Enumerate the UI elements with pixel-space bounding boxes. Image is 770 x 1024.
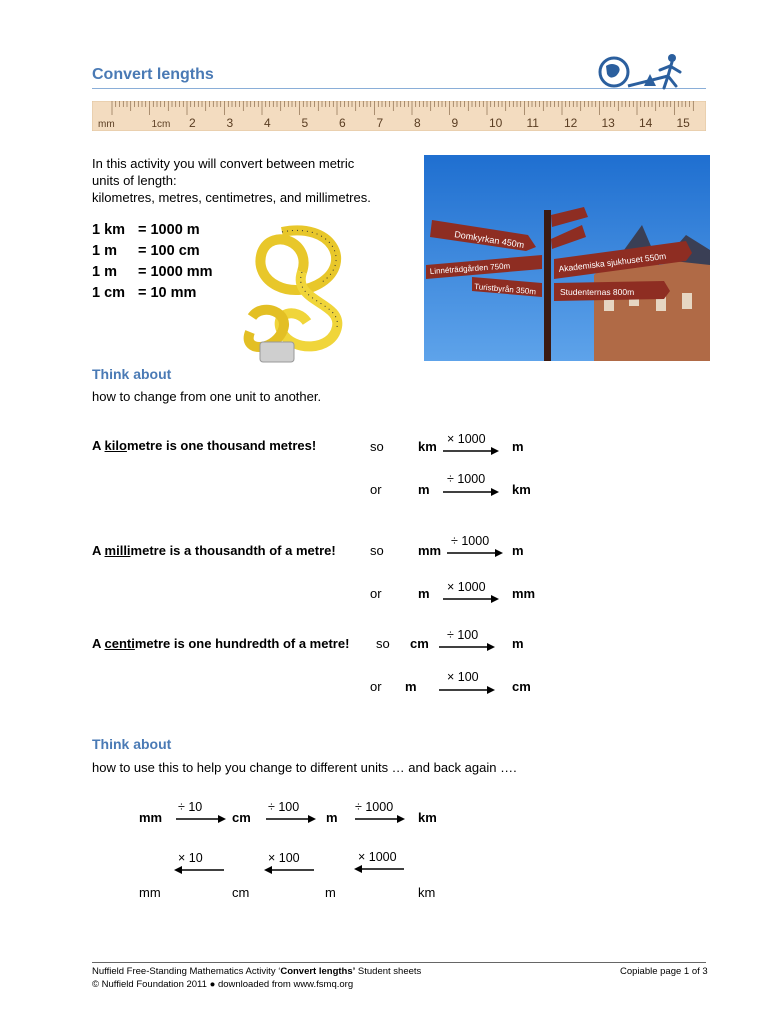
nuffield-logo-icon [598,52,690,92]
signpost-photo [424,155,710,361]
fact-row: 1 cm = 10 mm [92,285,197,301]
left-arrow-icon [354,864,404,874]
chain-back-op: × 1000 [358,850,397,864]
to-unit: cm [512,679,531,694]
ruler-label: 5 [301,116,309,130]
chain-unit-mm: mm [139,810,163,825]
conj-or: or [370,482,382,497]
svg-text:Studenternas 800m: Studenternas 800m [560,287,635,297]
chain-back-op: × 10 [178,851,203,865]
kilometre-statement: A kilometre is one thousand metres! [92,438,317,453]
from-unit: cm [410,636,429,651]
from-unit: m [418,482,430,497]
unit-facts [92,220,213,304]
to-unit: mm [512,586,536,601]
chain-forward-op: ÷ 100 [268,800,300,814]
right-arrow-icon [447,548,503,558]
svg-text:Linnéträdgården 750m: Linnéträdgården 750m [429,261,511,276]
ruler-label: 10 [489,116,503,130]
chain-unit-mm: mm [139,885,161,900]
to-unit: km [512,482,531,497]
tape-measure-image [222,222,362,368]
operation-label: × 1000 [447,580,486,594]
ruler-label: 12 [564,116,578,130]
right-arrow-icon [439,685,495,695]
think-about-text: how to change from one unit to another. [92,389,322,404]
intro-line: units of length: [92,173,177,188]
operation-label: × 100 [447,670,479,684]
from-unit: m [418,586,430,601]
sign [554,281,670,301]
ruler-label: 3 [226,116,234,130]
operation-label: ÷ 1000 [447,472,486,486]
right-arrow-icon [443,487,499,497]
page-title: Convert lengths [92,66,214,83]
chain-forward-op: ÷ 1000 [355,800,394,814]
chain-unit-m: m [326,810,338,825]
think-about-text: how to use this to help you change to different units … and back again …. [92,760,517,775]
left-arrow-icon [264,865,314,875]
right-arrow-icon [439,642,495,652]
right-arrow-icon [176,814,226,824]
chain-unit-cm: cm [232,885,250,900]
operation-label: × 1000 [447,432,486,446]
operation-label: ÷ 100 [447,628,479,642]
chain-unit-m: m [325,885,336,900]
conj-so: so [370,439,384,454]
ruler-image [92,101,706,131]
intro-line: In this activity you will convert between metric [92,156,355,171]
right-arrow-icon [443,594,499,604]
conj-or: or [370,586,382,601]
intro-text [92,155,422,206]
ruler-label: 4 [264,116,271,130]
to-unit: m [512,439,524,454]
right-arrow-icon [266,814,316,824]
fact-row: 1 km = 1000 m [92,222,200,238]
chain-back-op: × 100 [268,851,300,865]
ruler-label: 1cm [151,119,171,130]
ruler-label: 2 [189,116,196,130]
ruler-label: 9 [451,116,459,130]
ruler-label: mm [98,119,115,130]
ruler-label: 7 [376,116,384,130]
left-arrow-icon [174,865,224,875]
ruler-label: 14 [639,116,653,130]
svg-text:Akademiska sjukhuset 550m: Akademiska sjukhuset 550m [558,250,667,274]
ruler-label: 11 [526,116,539,130]
think-about-heading: Think about [92,736,172,752]
from-unit: km [418,439,437,454]
right-arrow-icon [355,814,405,824]
to-unit: m [512,543,524,558]
conj-so: so [370,543,384,558]
footer-rule [92,962,706,963]
svg-text:Domkyrkan 450m: Domkyrkan 450m [453,229,525,251]
centimetre-statement: A centimetre is one hundredth of a metre! [92,636,350,651]
ruler-label: 13 [601,116,615,130]
svg-text:Turistbyrån 350m: Turistbyrån 350m [473,282,537,297]
conj-or: or [370,679,382,694]
fact-row: 1 m = 100 cm [92,243,200,259]
fact-row: 1 m = 1000 mm [92,264,213,280]
millimetre-statement: A millimetre is a thousandth of a metre! [92,543,336,558]
chain-unit-km: km [418,810,437,825]
to-unit: m [512,636,524,651]
right-arrow-icon [443,446,499,456]
conj-so: so [376,636,390,651]
ruler-label: 8 [414,116,421,130]
think-about-heading: Think about [92,366,172,382]
from-unit: mm [418,543,442,558]
intro-line: kilometres, metres, centimetres, and millimetres. [92,190,371,205]
footer-line: Nuffield Free-Standing Mathematics Activity ‘Convert lengths’ Student sheets [92,966,422,977]
operation-label: ÷ 1000 [451,534,490,548]
footer-copyright: © Nuffield Foundation 2011 ● downloaded from www.fsmq.org [92,979,354,990]
chain-forward-op: ÷ 10 [178,800,203,814]
ruler-label: 6 [339,116,346,130]
chain-unit-km: km [418,885,436,900]
from-unit: m [405,679,417,694]
page-number: Copiable page 1 of 3 [620,966,708,977]
ruler-label: 15 [676,116,690,130]
chain-unit-cm: cm [232,810,251,825]
